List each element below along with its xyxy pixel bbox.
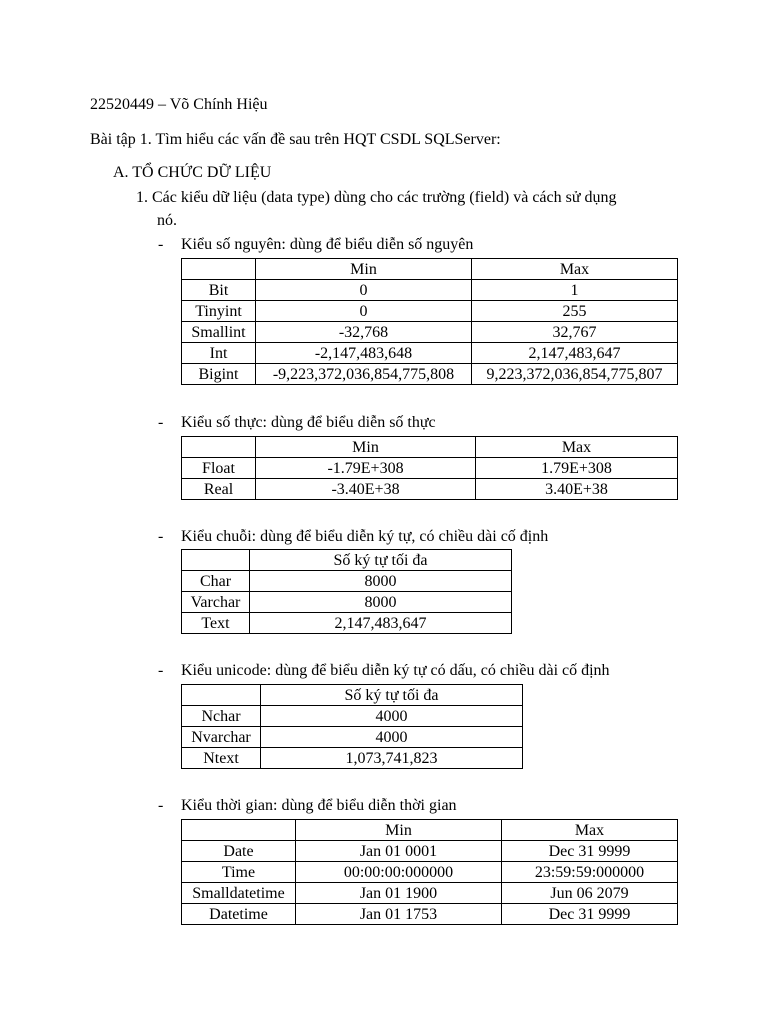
- table-header-cell: [182, 437, 256, 458]
- table-row: [182, 280, 678, 301]
- table-header-cell: Max: [472, 259, 678, 280]
- value-cell: 00:00:00:000000: [296, 862, 502, 883]
- real-types-table: [181, 436, 678, 500]
- bullet-dash: -: [158, 414, 164, 431]
- table-row: [182, 727, 523, 748]
- unicode-caption: Kiểu unicode: dùng để biểu diễn ký tự có dấu, có chiều dài cố định: [181, 662, 610, 679]
- table-header-row: [182, 259, 678, 280]
- bullet-dash: -: [158, 662, 164, 679]
- bullet-dash: -: [158, 797, 164, 814]
- table-row: [182, 883, 678, 904]
- item-1-text-continued: nó.: [157, 212, 177, 229]
- real-caption: Kiểu số thực: dùng để biểu diễn số thực: [181, 414, 436, 431]
- table-row: [182, 706, 523, 727]
- table-header-cell: Max: [476, 437, 678, 458]
- table-header-cell: Max: [502, 820, 678, 841]
- table-row: [182, 322, 678, 343]
- value-cell: 255: [472, 301, 678, 322]
- value-cell: Jan 01 1900: [296, 883, 502, 904]
- table-header-cell: [182, 550, 250, 571]
- table-header-cell: [182, 259, 256, 280]
- table-header-row: [182, 437, 678, 458]
- value-cell: 3.40E+38: [476, 479, 678, 500]
- value-cell: 1.79E+308: [476, 458, 678, 479]
- bullet-dash: -: [158, 236, 164, 253]
- value-cell: 2,147,483,647: [472, 343, 678, 364]
- type-name-cell: Time: [182, 862, 296, 883]
- type-name-cell: Char: [182, 571, 250, 592]
- integer-types-table: [181, 258, 678, 385]
- table-row: [182, 301, 678, 322]
- value-cell: 32,767: [472, 322, 678, 343]
- table-header-cell: Min: [296, 820, 502, 841]
- value-cell: Jan 01 0001: [296, 841, 502, 862]
- table-row: [182, 592, 512, 613]
- value-cell: 4000: [261, 706, 523, 727]
- type-name-cell: Bit: [182, 280, 256, 301]
- value-cell: 9,223,372,036,854,775,807: [472, 364, 678, 385]
- value-cell: Jun 06 2079: [502, 883, 678, 904]
- value-cell: -32,768: [256, 322, 472, 343]
- time-types-table: [181, 819, 678, 925]
- integer-caption: Kiểu số nguyên: dùng để biểu diễn số nguyên: [181, 236, 474, 253]
- table-row: [182, 862, 678, 883]
- table-row: [182, 364, 678, 385]
- table-row: [182, 904, 678, 925]
- table-header-cell: Min: [256, 259, 472, 280]
- table-header-cell: Số ký tự tối đa: [261, 685, 523, 706]
- unicode-types-table: [181, 684, 523, 769]
- value-cell: Dec 31 9999: [502, 841, 678, 862]
- type-name-cell: Date: [182, 841, 296, 862]
- type-name-cell: Text: [182, 613, 250, 634]
- value-cell: 0: [256, 301, 472, 322]
- table-header-cell: Min: [256, 437, 476, 458]
- type-name-cell: Datetime: [182, 904, 296, 925]
- value-cell: Jan 01 1753: [296, 904, 502, 925]
- type-name-cell: Ntext: [182, 748, 261, 769]
- value-cell: -9,223,372,036,854,775,808: [256, 364, 472, 385]
- type-name-cell: Nvarchar: [182, 727, 261, 748]
- table-header-cell: [182, 820, 296, 841]
- value-cell: 8000: [250, 571, 512, 592]
- time-caption: Kiểu thời gian: dùng để biểu diễn thời gian: [181, 797, 457, 814]
- type-name-cell: Nchar: [182, 706, 261, 727]
- table-row: [182, 479, 678, 500]
- table-row: [182, 343, 678, 364]
- type-name-cell: Tinyint: [182, 301, 256, 322]
- table-header-row: [182, 550, 512, 571]
- table-row: [182, 458, 678, 479]
- type-name-cell: Varchar: [182, 592, 250, 613]
- value-cell: 4000: [261, 727, 523, 748]
- section-a-heading: A. TỔ CHỨC DỮ LIỆU: [113, 164, 272, 181]
- table-row: [182, 613, 512, 634]
- bullet-dash: -: [158, 528, 164, 545]
- string-caption: Kiểu chuỗi: dùng để biểu diễn ký tự, có chiều dài cố định: [181, 528, 549, 545]
- exercise-title: Bài tập 1. Tìm hiểu các vấn đề sau trên HQT CSDL SQLServer:: [90, 131, 501, 148]
- item-1-text: 1. Các kiểu dữ liệu (data type) dùng cho các trường (field) và cách sử dụng: [136, 189, 617, 206]
- type-name-cell: Smallint: [182, 322, 256, 343]
- value-cell: -2,147,483,648: [256, 343, 472, 364]
- type-name-cell: Smalldatetime: [182, 883, 296, 904]
- value-cell: Dec 31 9999: [502, 904, 678, 925]
- table-header-cell: [182, 685, 261, 706]
- value-cell: 1: [472, 280, 678, 301]
- value-cell: -1.79E+308: [256, 458, 476, 479]
- author-line: 22520449 – Võ Chính Hiệu: [90, 96, 268, 113]
- value-cell: 1,073,741,823: [261, 748, 523, 769]
- value-cell: 0: [256, 280, 472, 301]
- value-cell: 2,147,483,647: [250, 613, 512, 634]
- string-types-table: [181, 549, 512, 634]
- value-cell: -3.40E+38: [256, 479, 476, 500]
- value-cell: 23:59:59:000000: [502, 862, 678, 883]
- table-header-row: [182, 685, 523, 706]
- table-row: [182, 571, 512, 592]
- type-name-cell: Bigint: [182, 364, 256, 385]
- table-header-row: [182, 820, 678, 841]
- value-cell: 8000: [250, 592, 512, 613]
- table-row: [182, 748, 523, 769]
- type-name-cell: Float: [182, 458, 256, 479]
- table-header-cell: Số ký tự tối đa: [250, 550, 512, 571]
- type-name-cell: Real: [182, 479, 256, 500]
- table-row: [182, 841, 678, 862]
- type-name-cell: Int: [182, 343, 256, 364]
